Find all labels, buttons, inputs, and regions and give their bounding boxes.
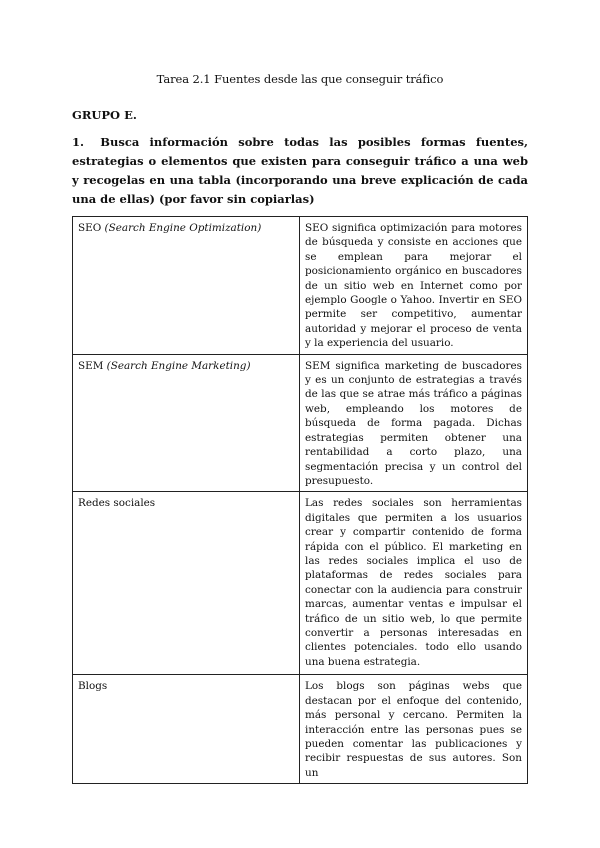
term-cell [73, 492, 300, 675]
term-name: Redes sociales [78, 497, 156, 510]
description-cell: Los blogs son páginas webs que destacan por el enfoque del contenido, más personal y cercano. Permiten la interacción entre las personas pues se pueden comentar las publicaciones y recibir respuestas de sus autores. Son un [300, 675, 528, 784]
term-cell [73, 217, 300, 355]
description-cell: SEO significa optimización para motores de búsqueda y consiste en acciones que se emplean para mejorar el posicionamiento orgánico en buscadores de un sitio web en Internet como por ejemplo Google o Yahoo. Invertir en SEO permite ser competitivo, aumentar autoridad y mejorar el proceso de venta y la experiencia del usuario. [300, 217, 528, 355]
table-row [73, 217, 528, 355]
term-name: SEO [78, 222, 102, 234]
term-name: SEM [78, 359, 104, 372]
term-expansion: (Search Engine Optimization) [104, 222, 262, 234]
question-text: Busca información sobre todas las posibles formas fuentes, estrategias o elementos que existen para conseguir tráfico a una web y recogelas en una tabla (incorporando una breve explicación de cada una de ellas) (por favor sin copiarlas) [72, 135, 528, 206]
term-cell [73, 675, 300, 784]
table-row [73, 675, 528, 784]
table-row [73, 354, 528, 492]
description-cell: Las redes sociales son herramientas digitales que permiten a los usuarios crear y compartir contenido de forma rápida con el público. El marketing en las redes sociales implica el uso de plataformas de redes sociales para conectar con la audiencia para construir marcas, aumentar ventas e impulsar el tráfico de un sitio web, lo que permite convertir a personas interesadas en clientes potenciales. todo ello usando una buena estrategia. [300, 492, 528, 675]
description-cell: SEM significa marketing de buscadores y es un conjunto de estrategias a través de las que se atrae más tráfico a páginas web, empleando los motores de búsqueda de forma pagada. Dichas estrategias permiten obtener una rentabilidad a corto plazo, una segmentación precisa y un control del presupuesto. [300, 354, 528, 492]
question-paragraph [72, 133, 528, 209]
document-title: Tarea 2.1 Fuentes desde las que conseguir tráfico [156, 72, 444, 86]
group-label: GRUPO E. [72, 108, 137, 122]
traffic-sources-table [72, 216, 528, 784]
term-cell [73, 354, 300, 492]
table-row [73, 492, 528, 675]
term-expansion: (Search Engine Marketing) [106, 359, 251, 372]
question-number: 1. [72, 135, 85, 149]
term-name: Blogs [78, 680, 108, 693]
